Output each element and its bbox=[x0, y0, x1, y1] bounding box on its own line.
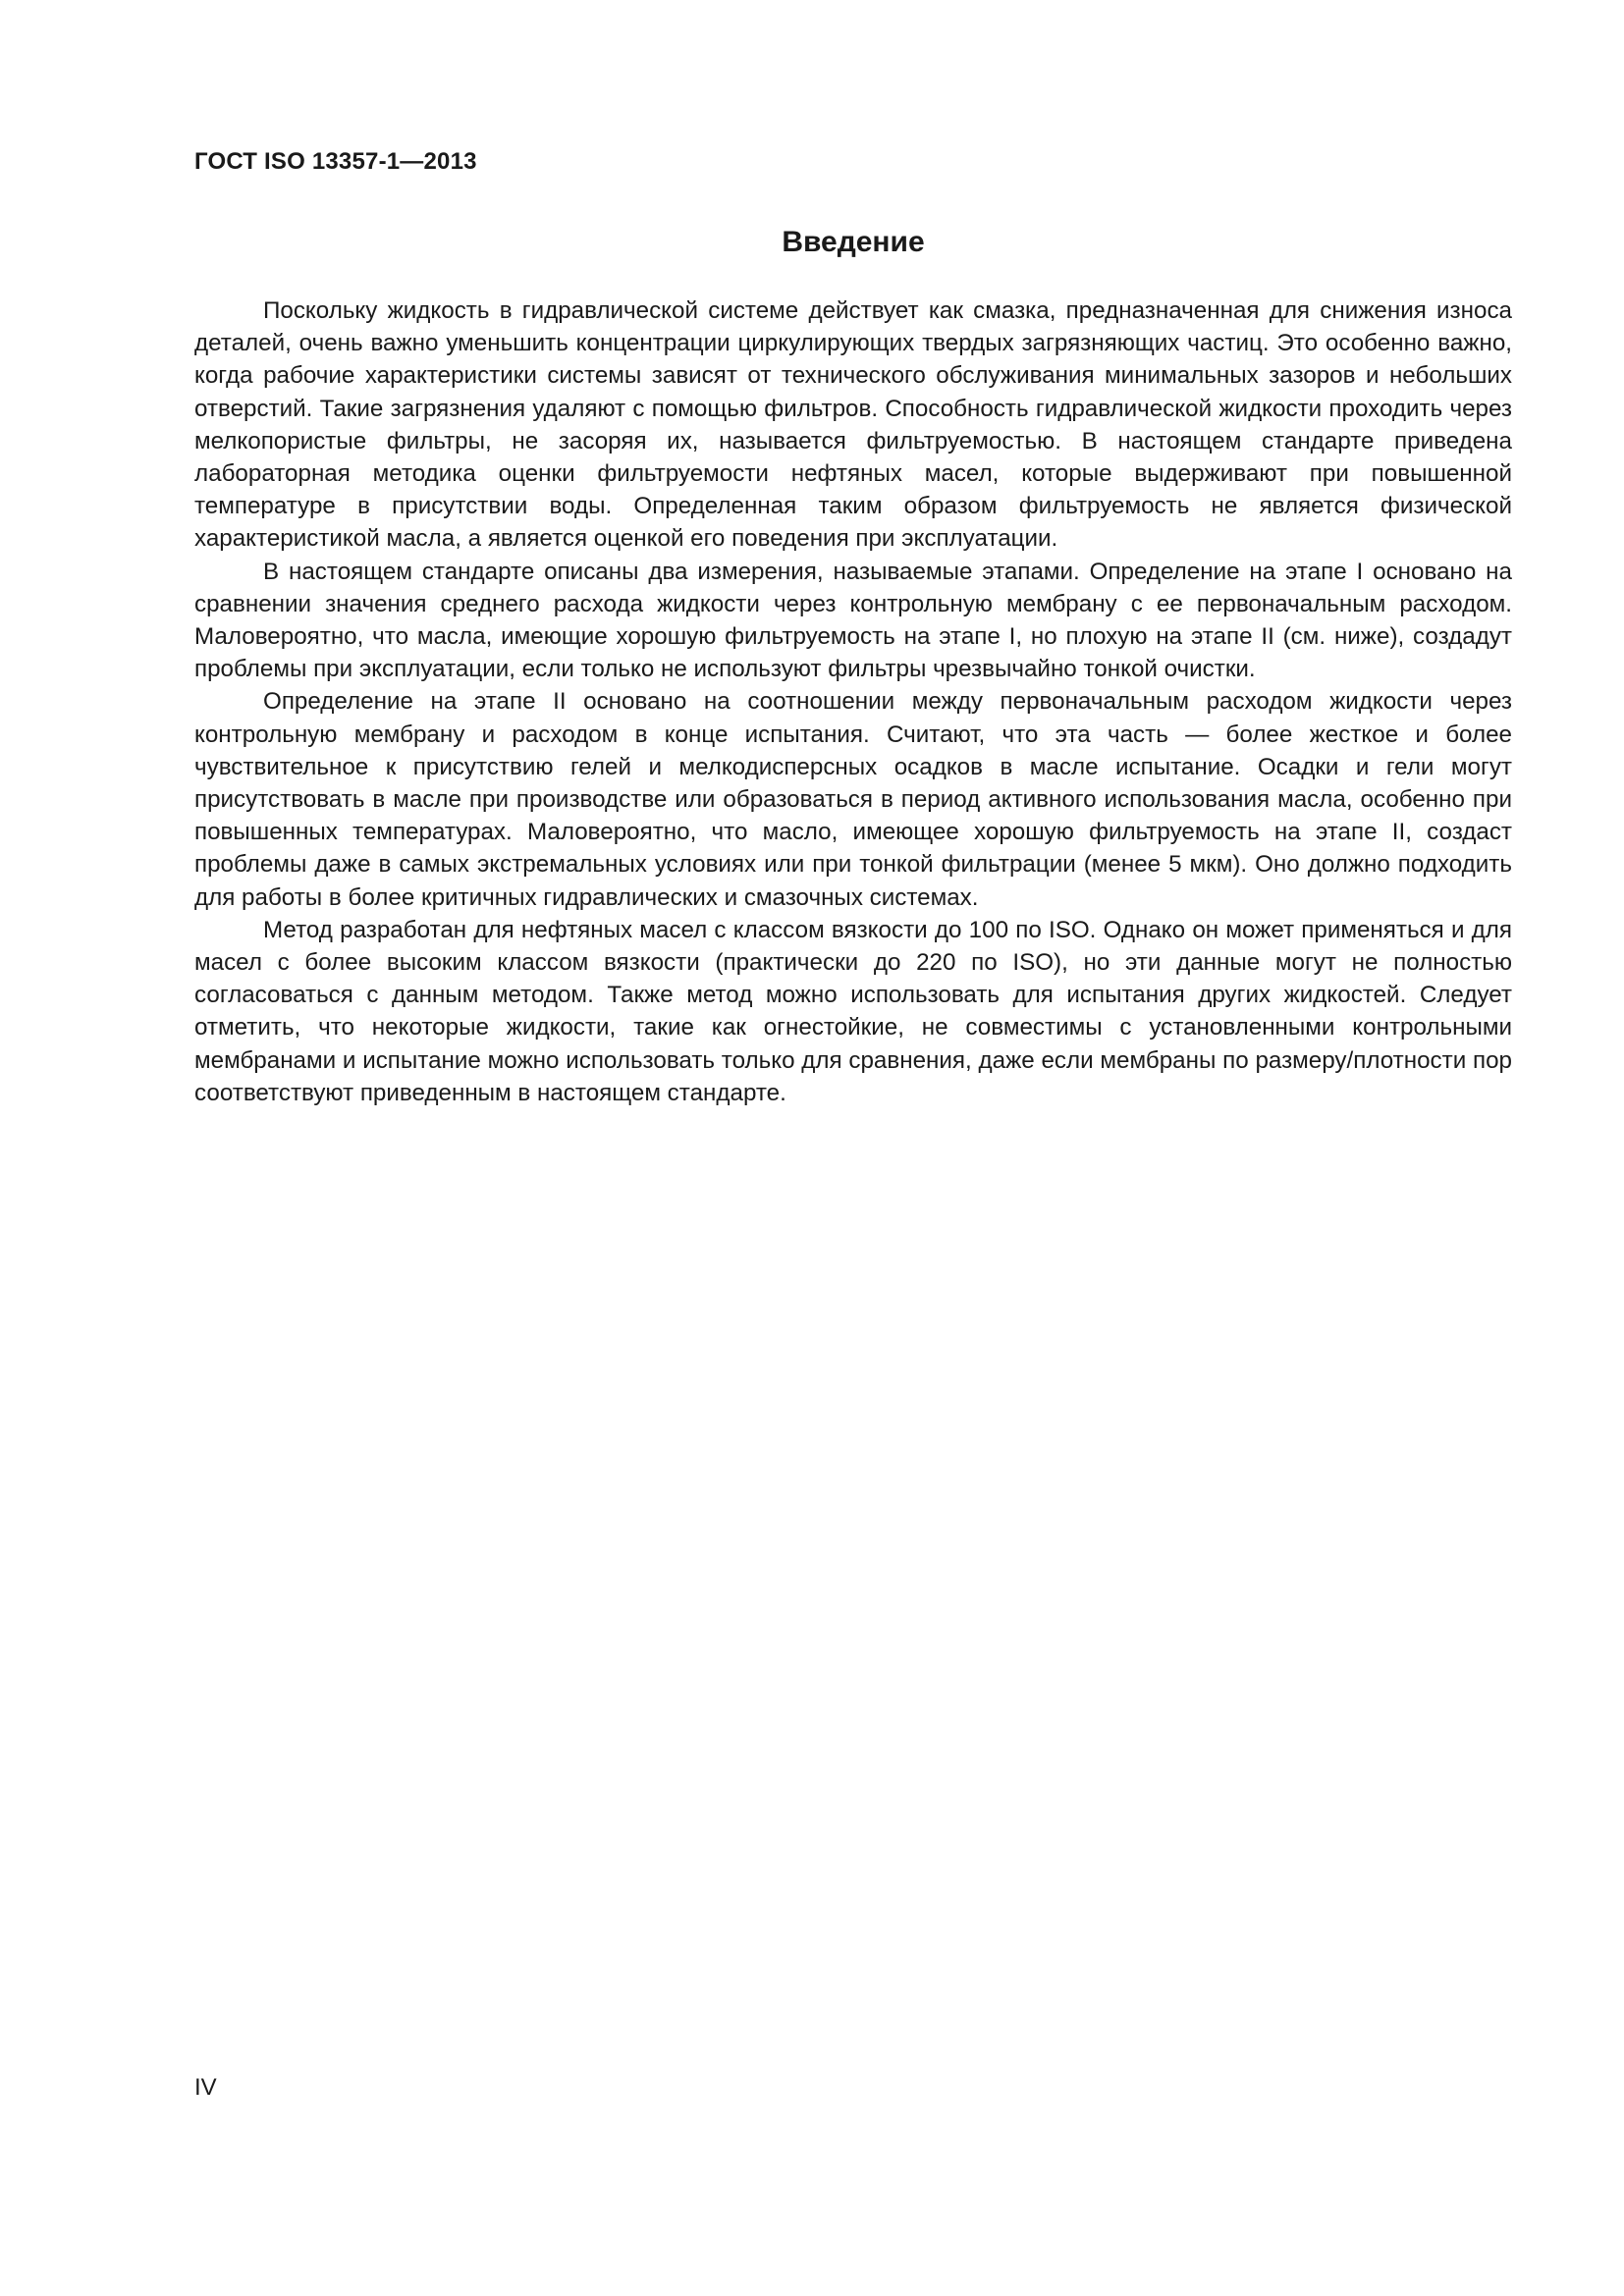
paragraph: Поскольку жидкость в гидравлической системе действует как смазка, предназначенная для снижения износа деталей, очень важно уменьшить концентрации циркулирующих твердых загрязняющих частиц. Это особенно важно, когда рабочие характеристики системы зависят от технического обслуживания минимальных зазоров и небольших отверстий. Такие загрязнения удаляют с помощью фильтров. Способность гидравлической жидкости проходить через мелкопористые фильтры, не засоряя их, называется фильтруемостью. В настоящем стандарте приведена лабораторная методика оценки фильтруемости нефтяных масел, которые выдерживают при повышенной температуре в присутствии воды. Определенная таким образом фильтруемость не является физической характеристикой масла, а является оценкой его поведения при эксплуатации. bbox=[194, 297, 1512, 553]
document-code-header: ГОСТ ISO 13357-1—2013 bbox=[194, 148, 477, 175]
section-title: Введение bbox=[782, 226, 925, 258]
paragraph: В настоящем стандарте описаны два измерения, называемые этапами. Определение на этапе I основано на сравнении значения среднего расхода жидкости через контрольную мембрану с ее первоначальным расходом. Маловероятно, что масла, имеющие хорошую фильтруемость на этапе I, но плохую на этапе II (см. ниже), создадут проблемы при эксплуатации, если только не используют фильтры чрезвычайно тонкой очистки. bbox=[194, 558, 1512, 683]
paragraph: Метод разработан для нефтяных масел с классом вязкости до 100 по ISO. Однако он может применяться и для масел с более высоким классом вязкости (практически до 220 по ISO), но эти данные могут не полностью согласоваться с данным методом. Также метод можно использовать для испытания других жидкостей. Следует отметить, что некоторые жидкости, такие как огнестойкие, не совместимы с установленными контрольными мембранами и испытание можно использовать только для сравнения, даже если мембраны по размеру/плотности пор соответствуют приведенным в настоящем стандарте. bbox=[194, 916, 1512, 1106]
page-number: IV bbox=[194, 2074, 217, 2101]
paragraph: Определение на этапе II основано на соотношении между первоначальным расходом жидкости через контрольную мембрану и расходом в конце испытания. Считают, что эта часть — более жесткое и более чувствительное к присутствию гелей и мелкодисперсных осадков в масле испытание. Осадки и гели могут присутствовать в масле при производстве или образоваться в период активного использования масла, особенно при повышенных температурах. Маловероятно, что масло, имеющее хорошую фильтруемость на этапе II, создаст проблемы даже в самых экстремальных условиях или при тонкой фильтрации (менее 5 мкм). Оно должно подходить для работы в более критичных гидравлических и смазочных системах. bbox=[194, 688, 1512, 911]
section-body bbox=[194, 294, 1512, 1109]
